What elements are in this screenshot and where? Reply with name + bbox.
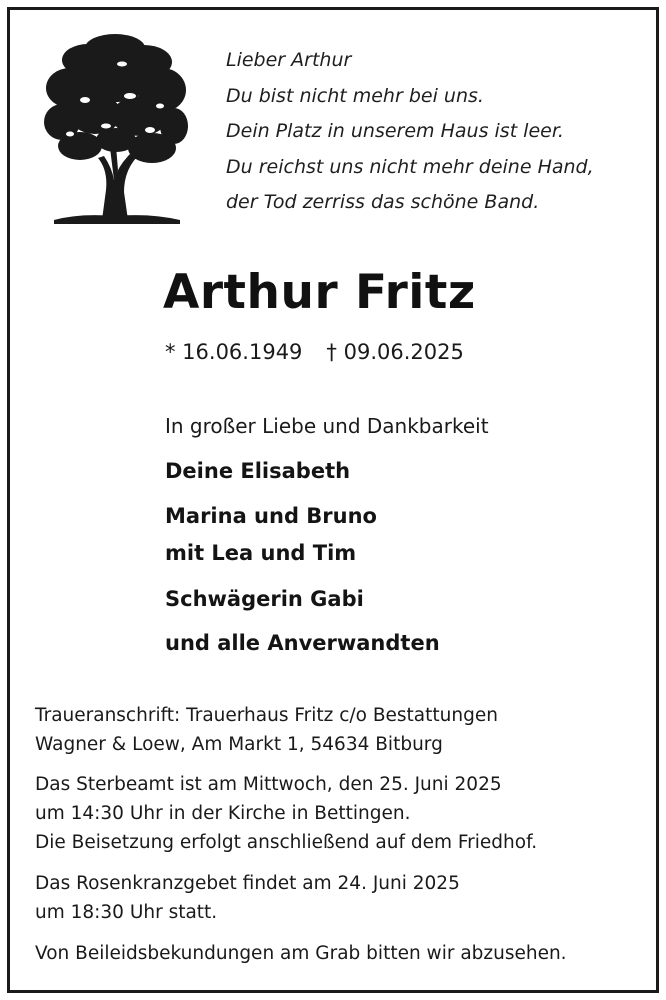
service-line: Das Sterbeamt ist am Mittwoch, den 25. Juni 2025 [35, 774, 502, 795]
poem-line: Lieber Arthur [226, 49, 352, 71]
poem-line: der Tod zerriss das schöne Band. [226, 191, 540, 213]
rosary-line: Das Rosenkranzgebet findet am 24. Juni 2025 [35, 873, 460, 894]
life-dates [165, 340, 464, 364]
mourning-address [35, 701, 498, 759]
poem-line: Dein Platz in unserem Haus ist leer. [226, 120, 564, 142]
mourner: Deine Elisabeth [165, 459, 351, 483]
poem [226, 43, 594, 221]
death-date: † 09.06.2025 [326, 340, 464, 364]
closing-note: Von Beileidsbekundungen am Grab bitten wir abzusehen. [35, 943, 567, 964]
deceased-name: Arthur Fritz [163, 265, 476, 320]
mourner: und alle Anverwandten [165, 631, 440, 655]
service-line: Die Beisetzung erfolgt anschließend auf dem Friedhof. [35, 832, 538, 853]
rosary-prayer [35, 869, 460, 927]
address-line: Traueranschrift: Trauerhaus Fritz c/o Bestattungen [35, 705, 498, 726]
poem-line: Du bist nicht mehr bei uns. [226, 84, 484, 107]
dedication: In großer Liebe und Dankbarkeit [165, 414, 489, 438]
poem-line: Du reichst uns nicht mehr deine Hand, [226, 155, 594, 178]
tree-icon [40, 30, 190, 226]
birth-date: * 16.06.1949 [165, 340, 303, 364]
rosary-line: um 18:30 Uhr statt. [35, 902, 218, 923]
mourner: Marina und Bruno [165, 504, 377, 528]
mourner: Schwägerin Gabi [165, 587, 364, 611]
service-line: um 14:30 Uhr in der Kirche in Bettingen. [35, 803, 411, 824]
funeral-service [35, 770, 537, 857]
address-line: Wagner & Loew, Am Markt 1, 54634 Bitburg [35, 734, 443, 755]
mourner: mit Lea und Tim [165, 541, 357, 565]
